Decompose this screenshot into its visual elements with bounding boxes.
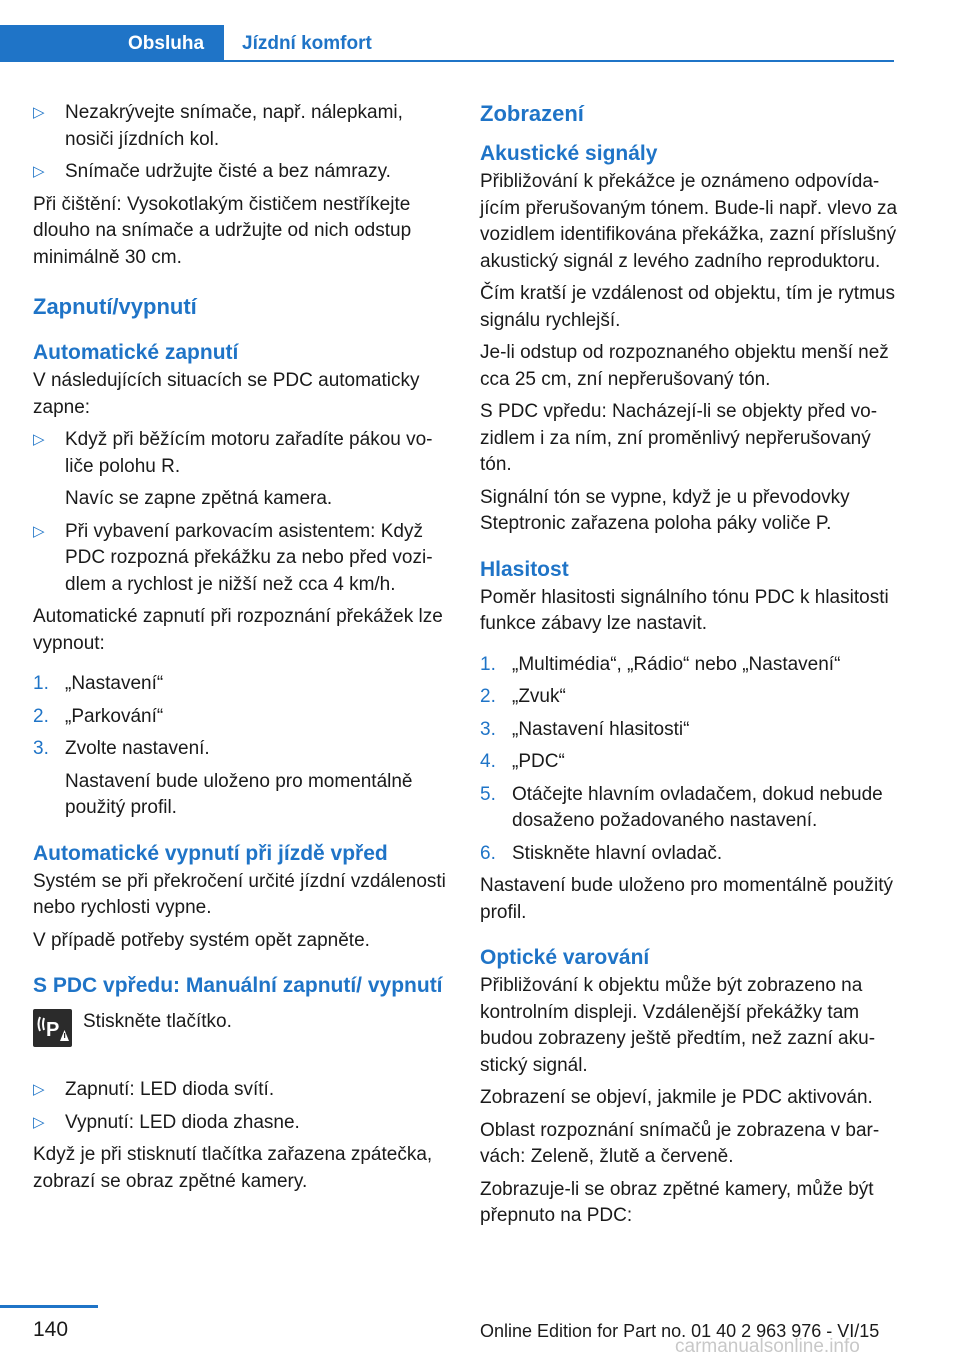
optical-text-4: Zobrazuje-li se obraz zpětné kamery, může být přepnuto na PDC:	[480, 1178, 874, 1226]
edition-info: Online Edition for Part no. 01 40 2 963 976 - VI/15	[480, 1321, 880, 1341]
optical-text-2: Zobrazení se objeví, jakmile je PDC aktivován.	[480, 1087, 873, 1108]
step-item: 6. Stiskněte hlavní ovladač.	[480, 842, 723, 864]
optical-text-3: Oblast rozpoznání snímačů je zobrazena v barvách: Zeleně, žlutě a červeně.	[480, 1119, 880, 1167]
list-item-subtext: Navíc se zapne zpětná kamera.	[65, 488, 333, 509]
heading-optical: Optické varování	[480, 946, 650, 969]
press-button-text: Stiskněte tlačítko.	[83, 1011, 232, 1032]
step-item: 3. „Nastavení hlasitosti“	[480, 718, 690, 740]
heading-manual: S PDC vpředu: Manuální zapnutí/ vypnutí	[33, 974, 443, 997]
step-item: 1. „Nastavení“	[33, 673, 164, 694]
step-item: 1. „Multimédia“, „Rádio“ nebo „Nastavení“	[480, 653, 841, 675]
optical-text-1: Přibližování k objektu může být zobrazeno na kontrolním displeji. Vzdálenější překážky tam budou zobrazeny ještě předtím, než zazní akustický signál.	[480, 975, 876, 1076]
section-tab-active: Obsluha	[0, 25, 224, 62]
right-column	[480, 100, 900, 1236]
auto-off-text: Automatické zapnutí při rozpoznání překážek lze vypnout:	[33, 606, 443, 654]
section-tab-inactive: Jízdní komfort	[242, 33, 372, 54]
bullet-triangle-icon: ▷	[33, 1081, 45, 1098]
watermark: carmanualsonline.info	[675, 1336, 860, 1357]
heading-auto-on: Automatické zapnutí	[33, 341, 239, 364]
acoustic-text-4: S PDC vpředu: Nacházejí-li se objekty před vozidlem i za ním, zní proměnlivý nepřerušovaný tón.	[480, 401, 878, 475]
acoustic-text-1: Přibližování k překážce je oznámeno odpovídajícím přerušovaným tónem. Bude-li např. vlevo za vozidlem identifikována překážka, zazní příslušný akustický signál z levého zadního reproduktoru.	[480, 171, 898, 272]
step-item: 4. „PDC“	[480, 751, 565, 772]
acoustic-text-5: Signální tón se vypne, když je u převodovky Steptronic zařazena poloha páky voliče P.	[480, 486, 850, 534]
step-item: 2. „Parkování“	[33, 705, 164, 727]
list-item: ▷ Nezakrývejte snímače, např. nálepkami, nosiči jízdních kol.	[33, 102, 403, 150]
header-divider	[0, 60, 894, 62]
bullet-triangle-icon: ▷	[33, 1113, 45, 1131]
volume-saved-text: Nastavení bude uloženo pro momentálně použitý profil.	[480, 875, 893, 923]
cleaning-note: Při čištění: Vysokotlakým čističem nestříkejte dlouho na snímače a udržujte od nich odstup minimálně 30 cm.	[33, 193, 412, 268]
page-header	[0, 0, 960, 62]
heading-auto-off-forward: Automatické vypnutí při jízdě vpřed	[33, 841, 388, 865]
list-item: ▷ Při vybavení parkovacím asistentem: Když PDC rozpozná překážku za nebo před vozidlem a rychlost je nižší než cca 4 km/h.	[33, 520, 433, 595]
left-column	[33, 100, 453, 1201]
svg-text:P: P	[45, 1019, 59, 1041]
list-item: ▷ Když při běžícím motoru zařadíte pákou voliče polohu R.	[33, 429, 433, 477]
list-item: ▷ Snímače udržujte čisté a bez námrazy.	[33, 159, 453, 186]
list-item: ▷ Vypnutí: LED dioda zhasne.	[33, 1110, 453, 1137]
heading-on-off: Zapnutí/vypnutí	[33, 294, 197, 319]
button-instruction	[33, 1009, 453, 1067]
pdc-button-icon	[33, 1009, 72, 1047]
acoustic-text-3: Je-li odstup od rozpoznaného objektu menší než cca 25 cm, zní nepřerušovaný tón.	[480, 342, 889, 390]
heading-acoustic: Akustické signály	[480, 142, 658, 165]
footer-divider	[0, 1305, 98, 1308]
volume-text: Poměr hlasitosti signálního tónu PDC k hlasitosti funkce zábavy lze nastavit.	[480, 586, 889, 634]
list-item: ▷ Zapnutí: LED dioda svítí.	[33, 1077, 453, 1104]
auto-off-forward-text: Systém se při překročení určité jízdní vzdálenosti nebo rychlosti vypne.	[33, 870, 446, 918]
step-item: 2. „Zvuk“	[480, 686, 566, 707]
reverse-note: Když je při stisknutí tlačítka zařazena zpátečka, zobrazí se obraz zpětné kamery.	[33, 1144, 433, 1192]
step-item: 3. Zvolte nastavení.	[33, 738, 210, 759]
acoustic-text-2: Čím kratší je vzdálenost od objektu, tím je rytmus signálu rychlejší.	[480, 283, 895, 331]
bullet-triangle-icon: ▷	[33, 522, 45, 540]
heading-volume: Hlasitost	[480, 557, 569, 581]
step-subtext: Nastavení bude uloženo pro momentálně použitý profil.	[65, 770, 413, 818]
bullet-triangle-icon: ▷	[33, 163, 45, 180]
bullet-triangle-icon: ▷	[33, 431, 45, 448]
heading-display: Zobrazení	[480, 101, 584, 126]
auto-on-text: V následujících situacích se PDC automaticky zapne:	[33, 370, 420, 418]
step-item: 5. Otáčejte hlavním ovladačem, dokud nebude dosaženo požadovaného nastavení.	[480, 783, 883, 831]
bullet-triangle-icon: ▷	[33, 104, 45, 121]
page-number: 140	[33, 1318, 69, 1341]
auto-off-forward-text-2: V případě potřeby systém opět zapněte.	[33, 929, 370, 951]
